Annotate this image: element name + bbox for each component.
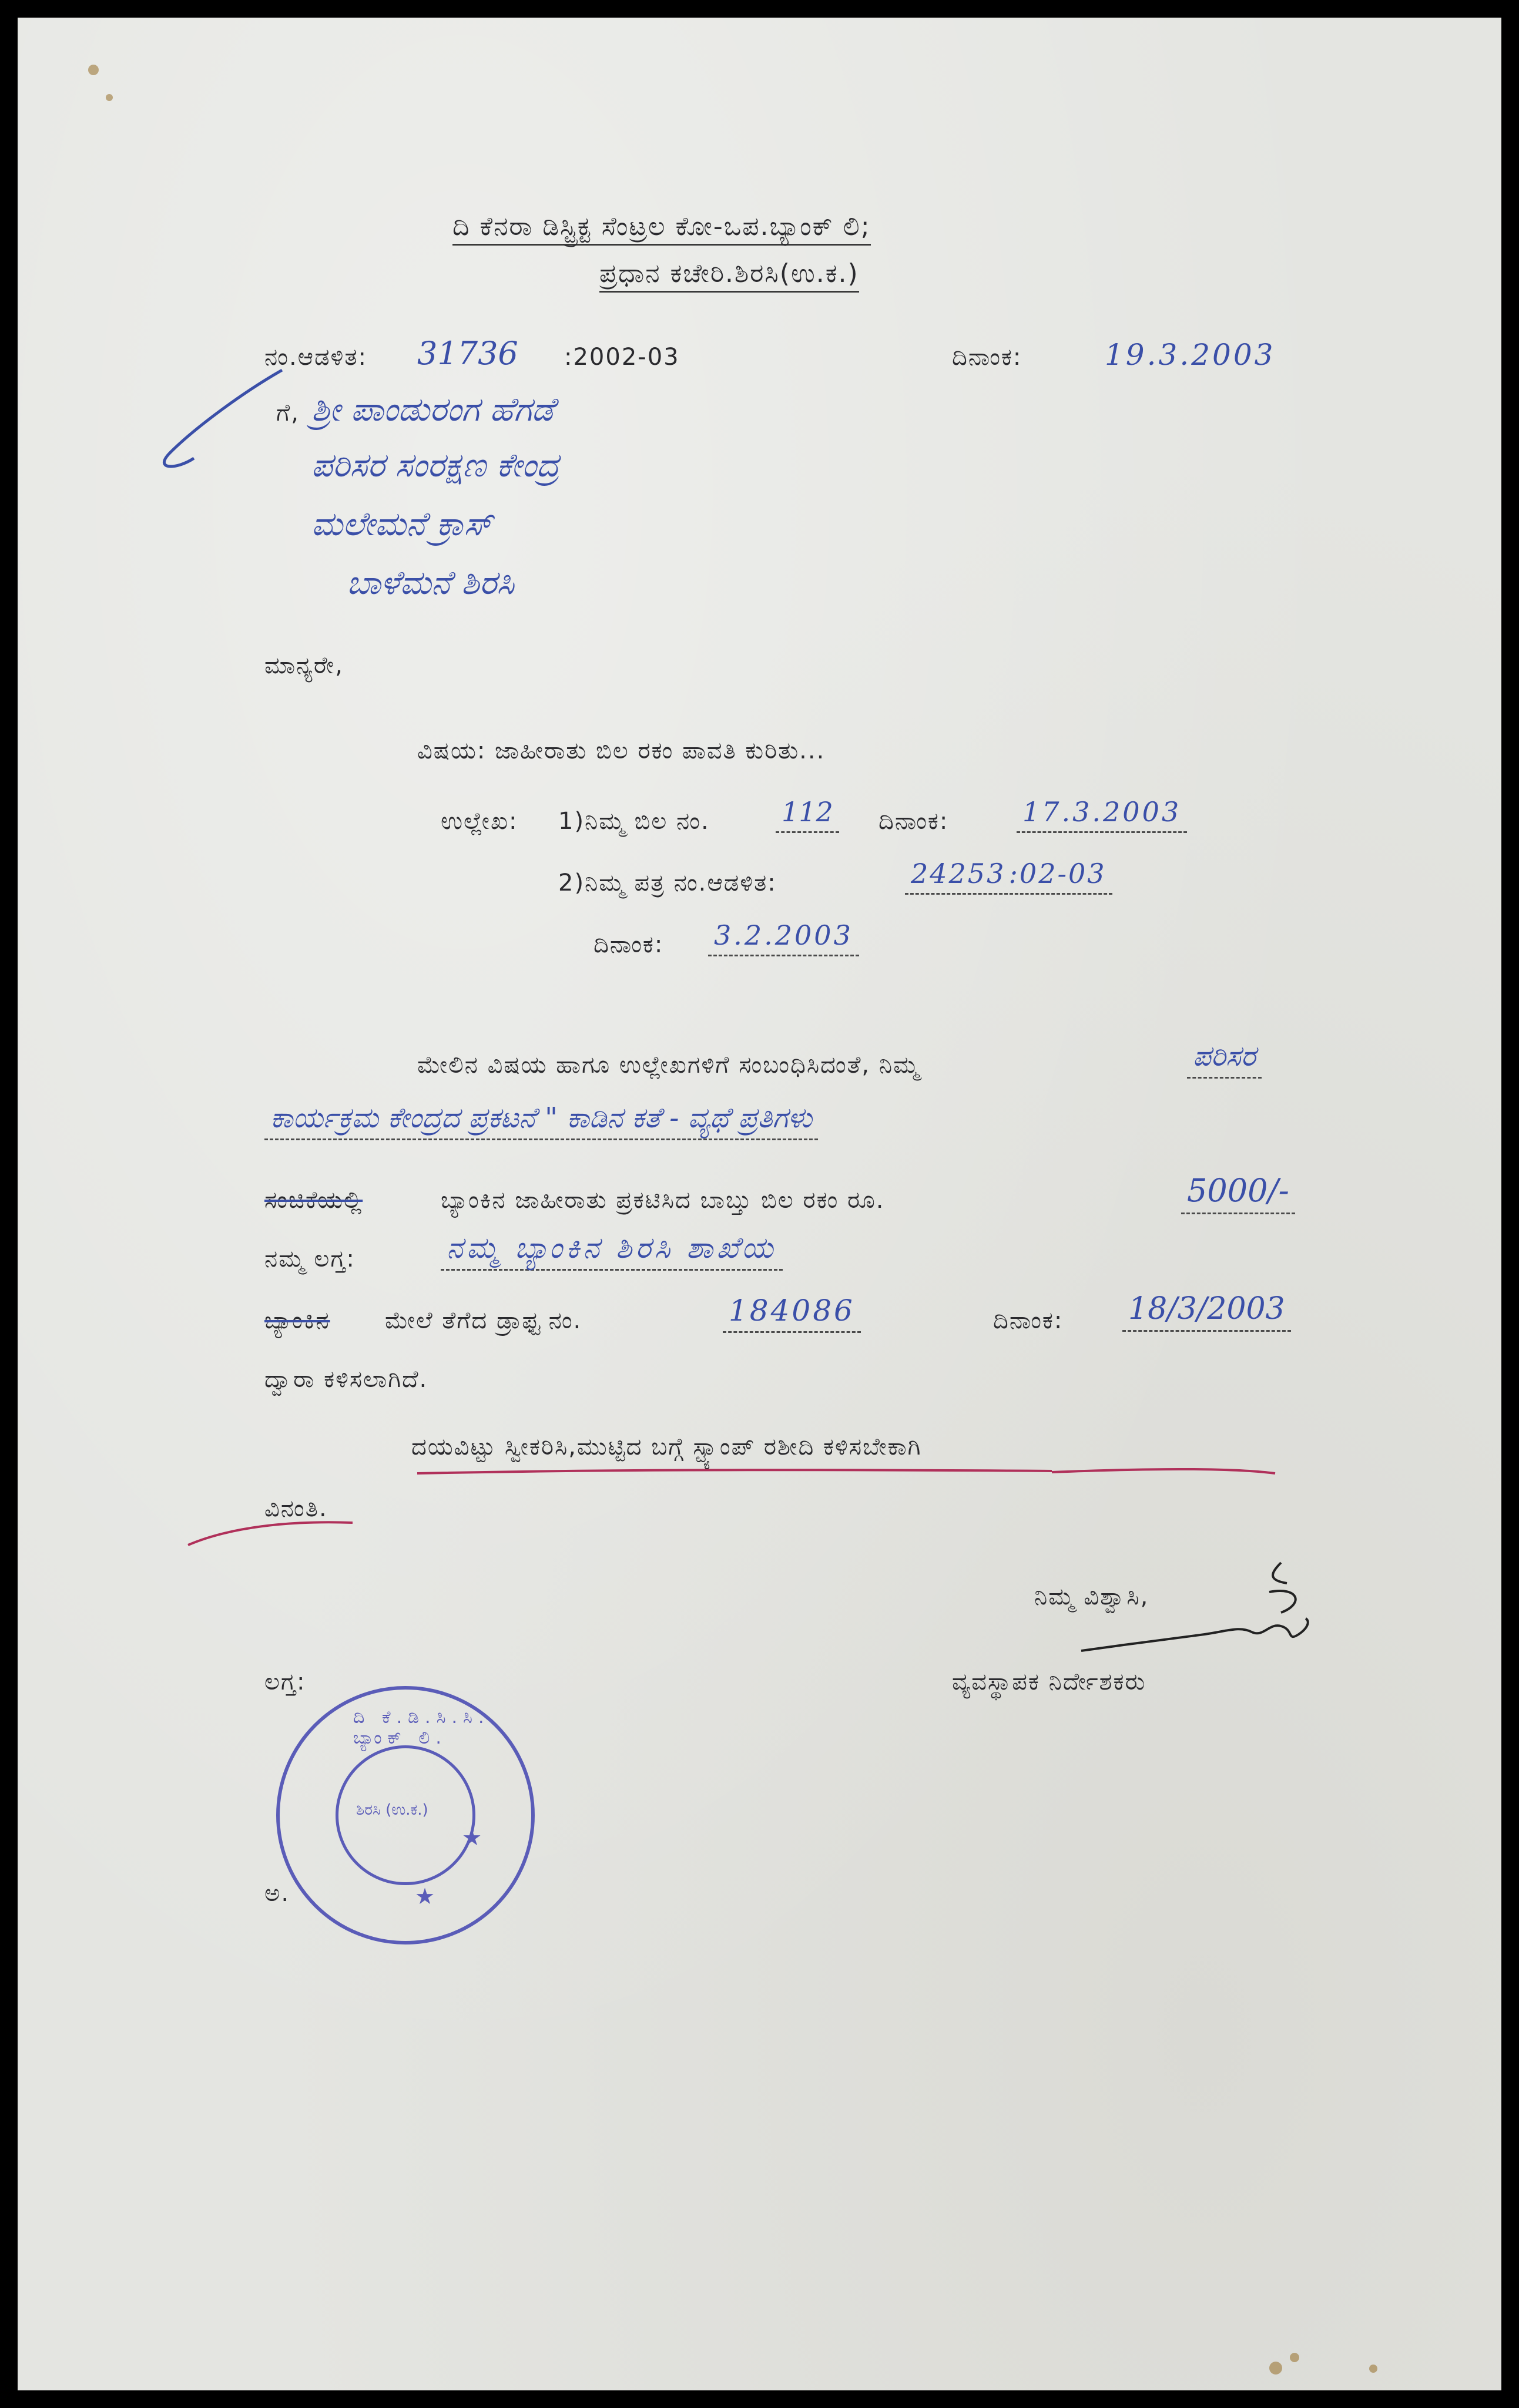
pen-flourish [141, 358, 294, 476]
reference-2-number-field [905, 858, 1112, 895]
footer-mark: ಅ. [264, 1880, 290, 1907]
reference-1-date-label: ದಿನಾಂಕ: [878, 808, 949, 835]
reference-1-bill-number: 112 [776, 796, 839, 833]
body-line-1: ಮೇಲಿನ ವಿಷಯ ಹಾಗೂ ಉಲ್ಲೇಖಗಳಿಗೆ ಸಂಬಂಧಿಸಿದಂತೆ, ನಿಮ್ಮ [417, 1052, 920, 1079]
body-line-1-fill [1187, 1040, 1262, 1079]
reference-2-year: :02-03 [1008, 858, 1106, 889]
body-amount-field [1181, 1172, 1295, 1214]
reference-2-number: 24253 [911, 858, 1006, 889]
body-line-5-struck: ಬ್ಯಾಂಕಿನ [264, 1307, 330, 1334]
paper-stain [1269, 2362, 1282, 2375]
enclosure-label: ಲಗ್ತ: [264, 1668, 306, 1695]
reference-2-date-field [708, 919, 859, 956]
body-line-4-label: ನಮ್ಮ ಲಗ್ತ: [264, 1245, 356, 1272]
reference-label: ನಂ.ಆಡಳಿತ: [264, 344, 368, 371]
seal-inner-text: ಶಿರಸಿ (ಉ.ಕ.) [356, 1801, 428, 1819]
designation-managing-director: ವ್ಯವಸ್ಥಾಪಕ ನಿರ್ದೇಶಕರು [952, 1668, 1146, 1695]
body-line-4-fill [441, 1231, 783, 1271]
reference-1-date: 17.3.2003 [1017, 796, 1187, 833]
seal-star-icon: ★ [462, 1825, 482, 1851]
body-draft-number: 184086 [723, 1294, 861, 1333]
reference-number: 31736 [417, 335, 518, 372]
paper-stain [88, 65, 99, 75]
closing-yours-faithfully: ನಿಮ್ಮ ವಿಶ್ವಾಸಿ, [1034, 1583, 1149, 1610]
reference-2-date: 3.2.2003 [708, 919, 859, 956]
body-line-3-struck: ಸಂಚಿಕೆಯಲ್ಲಿ [264, 1187, 363, 1214]
body-request-line: ದಯವಿಟ್ಟು ಸ್ವೀಕರಿಸಿ,ಮುಟ್ಟಿದ ಬಗ್ಗೆ ಸ್ಟ್ಯಾಂಪ್ ರಶೀದಿ ಕಳಿಸಬೇಕಾಗಿ [411, 1433, 922, 1460]
seal-inner-ring [336, 1745, 475, 1885]
paper-stain [106, 94, 113, 101]
body-line-1-handwritten: ಪರಿಸರ [1187, 1040, 1262, 1079]
letter-page [18, 18, 1501, 2390]
body-line-2-fill [264, 1101, 818, 1140]
body-draft-date: 18/3/2003 [1122, 1291, 1291, 1332]
reference-2-prefix: 2)ನಿಮ್ಮ ಪತ್ರ ನಂ.ಆಡಳಿತ: [558, 869, 777, 896]
letterhead-bank-name: ದಿ ಕೆನರಾ ಡಿಸ್ಟ್ರಿಕ್ಟ ಸೆಂಟ್ರಲ ಕೋ-ಒಪ.ಬ್ಯಾಂಕ್ ಲಿ; [452, 211, 871, 246]
salutation: ಮಾನ್ಯರೇ, [264, 652, 344, 679]
red-pencil-marks [170, 1457, 1404, 1551]
body-line-5-date-label: ದಿನಾಂಕ: [993, 1307, 1064, 1334]
body-amount: 5000/- [1181, 1172, 1295, 1214]
body-line-2-handwritten: ಕಾರ್ಯಕ್ರಮ ಕೇಂದ್ರದ ಪ್ರಕಟನೆ " ಕಾಡಿನ ಕತೆ - ವ್ಯಥೆ ಪ್ರತಿಗಳು [264, 1101, 818, 1140]
addressee-line: ಶ್ರೀ ಪಾಂಡುರಂಗ ಹೆಗಡೆ [311, 391, 554, 429]
signature [1075, 1557, 1322, 1663]
subject-line: ವಿಷಯ: ಜಾಹೀರಾತು ಬಿಲ ರಕಂ ಪಾವತಿ ಕುರಿತು... [417, 737, 826, 764]
addressee-line: ಬಾಳೆಮನೆ ಶಿರಸಿ [347, 564, 515, 602]
body-draft-date-field [1122, 1291, 1291, 1332]
body-closing-word: ವಿನಂತಿ. [264, 1495, 328, 1522]
addressee-line: ಪರಿಸರ ಸಂರಕ್ಷಣ ಕೇಂದ್ರ [311, 446, 559, 485]
letterhead-head-office: ಪ್ರಧಾನ ಕಚೇರಿ.ಶಿರಸಿ(ಉ.ಕ.) [599, 258, 859, 293]
body-line-4-handwritten: ನಮ್ಮ ಬ್ಯಾಂಕಿನ ಶಿರಸಿ ಶಾಖೆಯ [441, 1231, 783, 1271]
date-label: ದಿನಾಂಕ: [952, 344, 1022, 371]
reference-1-prefix: 1)ನಿಮ್ಮ ಬಿಲ ನಂ. [558, 808, 710, 835]
references-label: ಉಲ್ಲೇಖ: [441, 808, 518, 835]
reference-year: :2002-03 [564, 344, 680, 371]
seal-outer-text: ದಿ ಕೆ.ಡಿ.ಸಿ.ಸಿ. ಬ್ಯಾಂಕ್ ಲಿ. [353, 1707, 490, 1748]
body-line-6: ದ್ವಾರಾ ಕಳಿಸಲಾಗಿದೆ. [264, 1366, 428, 1393]
letter-date: 19.3.2003 [1105, 338, 1276, 372]
addressee-to: ಗೆ, [276, 399, 300, 426]
reference-2-number-wrap [905, 858, 1112, 895]
bank-seal [276, 1686, 535, 1944]
paper-stain [1290, 2353, 1299, 2362]
seal-star-icon: ★ [415, 1883, 435, 1909]
reference-1-bill-field [776, 796, 839, 833]
body-line-3: ಬ್ಯಾಂಕಿನ ಜಾಹೀರಾತು ಪ್ರಕಟಿಸಿದ ಬಾಬ್ತು ಬಿಲ ರಕಂ ರೂ. [441, 1187, 885, 1214]
reference-2-date-label: ದಿನಾಂಕ: [593, 931, 664, 958]
body-line-5: ಮೇಲೆ ತೆಗೆದ ಡ್ರಾಫ್ಟ ನಂ. [385, 1307, 582, 1334]
addressee-line: ಮಲೇಮನೆ ಕ್ರಾಸ್ [311, 505, 492, 543]
paper-stain [1369, 2365, 1377, 2373]
body-draft-field [723, 1294, 861, 1333]
reference-1-date-field [1017, 796, 1187, 833]
